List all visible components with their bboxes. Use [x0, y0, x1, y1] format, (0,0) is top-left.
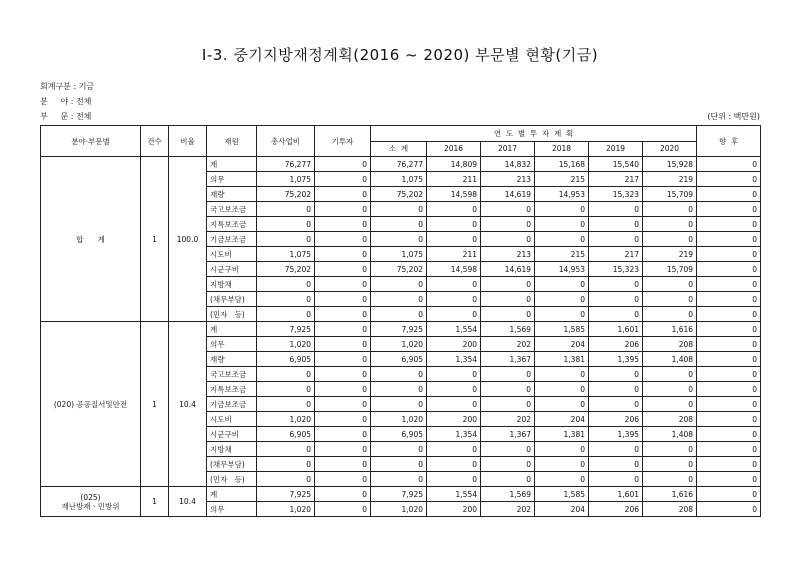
- cell-prior-invest: 0: [315, 217, 371, 232]
- page-title: Ⅰ-3. 중기지방재정계획(2016 ~ 2020) 부문별 현황(기금): [201, 46, 599, 64]
- cell-subtotal: 1,075: [371, 172, 427, 187]
- cell-y2020: 15,928: [643, 157, 697, 172]
- cell-prior-invest: 0: [315, 157, 371, 172]
- cell-y2019: 0: [589, 457, 643, 472]
- cell-future: 0: [697, 442, 761, 457]
- cell-prior-invest: 0: [315, 457, 371, 472]
- cell-subtotal: 6,905: [371, 427, 427, 442]
- table-header: [41, 126, 761, 157]
- cell-prior-invest: 0: [315, 232, 371, 247]
- cell-y2019: 0: [589, 217, 643, 232]
- cell-y2020: 208: [643, 502, 697, 517]
- source-label: 계: [207, 322, 257, 337]
- cell-future: 0: [697, 337, 761, 352]
- cell-y2018: 0: [535, 202, 589, 217]
- source-label: 시군구비: [207, 427, 257, 442]
- group-name: [41, 487, 141, 517]
- cell-total-cost: 0: [257, 232, 315, 247]
- account-type: 회계구분 : 기금: [40, 82, 95, 91]
- cell-y2017: 0: [481, 397, 535, 412]
- cell-y2019: 1,601: [589, 487, 643, 502]
- cell-y2019: 0: [589, 307, 643, 322]
- source-label: 지특보조금: [207, 217, 257, 232]
- cell-subtotal: 1,020: [371, 502, 427, 517]
- group-count: 1: [141, 322, 169, 487]
- group-label: 재난방재ㆍ민방위: [61, 501, 120, 511]
- cell-prior-invest: 0: [315, 277, 371, 292]
- group-name: 합 계: [41, 157, 141, 322]
- cell-subtotal: 0: [371, 217, 427, 232]
- cell-y2020: 1,408: [643, 427, 697, 442]
- cell-y2019: 217: [589, 172, 643, 187]
- cell-y2017: 202: [481, 502, 535, 517]
- cell-y2016: 0: [427, 217, 481, 232]
- cell-future: 0: [697, 277, 761, 292]
- cell-y2020: 219: [643, 172, 697, 187]
- cell-y2019: 206: [589, 502, 643, 517]
- cell-y2016: 211: [427, 172, 481, 187]
- source-label: 국고보조금: [207, 367, 257, 382]
- cell-y2017: 1,569: [481, 487, 535, 502]
- source-label: (채무부담): [207, 457, 257, 472]
- cell-y2017: 0: [481, 277, 535, 292]
- source-label: 시도비: [207, 247, 257, 262]
- cell-prior-invest: 0: [315, 472, 371, 487]
- cell-total-cost: 0: [257, 292, 315, 307]
- header-total-cost: 총사업비: [257, 126, 315, 157]
- cell-y2016: 0: [427, 442, 481, 457]
- cell-y2018: 215: [535, 172, 589, 187]
- source-label: 기금보조금: [207, 232, 257, 247]
- source-label: 지방채: [207, 442, 257, 457]
- cell-y2020: 0: [643, 292, 697, 307]
- cell-y2017: 202: [481, 337, 535, 352]
- cell-y2016: 0: [427, 232, 481, 247]
- cell-subtotal: 6,905: [371, 352, 427, 367]
- cell-y2017: 0: [481, 202, 535, 217]
- header-year-2018: 2018: [535, 141, 589, 157]
- cell-y2017: 202: [481, 412, 535, 427]
- cell-future: 0: [697, 262, 761, 277]
- header-future: 향 후: [697, 126, 761, 157]
- group-ratio: 100.0: [169, 157, 207, 322]
- cell-y2018: 0: [535, 367, 589, 382]
- cell-prior-invest: 0: [315, 367, 371, 382]
- source-label: 기금보조금: [207, 397, 257, 412]
- cell-y2017: 0: [481, 232, 535, 247]
- field-filter: 분 야 : 전체: [40, 97, 92, 106]
- cell-y2019: 206: [589, 337, 643, 352]
- cell-y2016: 0: [427, 457, 481, 472]
- cell-total-cost: 1,075: [257, 172, 315, 187]
- cell-total-cost: 75,202: [257, 187, 315, 202]
- cell-y2017: 0: [481, 292, 535, 307]
- cell-y2018: 0: [535, 232, 589, 247]
- cell-future: 0: [697, 382, 761, 397]
- cell-y2018: 0: [535, 292, 589, 307]
- cell-y2018: 0: [535, 472, 589, 487]
- cell-y2016: 200: [427, 502, 481, 517]
- cell-future: 0: [697, 457, 761, 472]
- cell-y2020: 0: [643, 382, 697, 397]
- cell-y2019: 1,601: [589, 322, 643, 337]
- cell-y2018: 0: [535, 457, 589, 472]
- cell-future: 0: [697, 322, 761, 337]
- cell-subtotal: 75,202: [371, 187, 427, 202]
- cell-future: 0: [697, 412, 761, 427]
- source-label: 의무: [207, 337, 257, 352]
- header-yearly-plan: 연 도 별 투 자 계 획: [371, 126, 697, 142]
- header-source: 재원: [207, 126, 257, 157]
- cell-prior-invest: 0: [315, 382, 371, 397]
- cell-prior-invest: 0: [315, 412, 371, 427]
- cell-y2020: 0: [643, 442, 697, 457]
- cell-y2020: 1,616: [643, 322, 697, 337]
- cell-prior-invest: 0: [315, 322, 371, 337]
- cell-prior-invest: 0: [315, 172, 371, 187]
- cell-total-cost: 0: [257, 277, 315, 292]
- cell-y2017: 0: [481, 307, 535, 322]
- source-label: (채무부담): [207, 292, 257, 307]
- cell-total-cost: 0: [257, 472, 315, 487]
- cell-subtotal: 7,925: [371, 487, 427, 502]
- cell-prior-invest: 0: [315, 502, 371, 517]
- cell-prior-invest: 0: [315, 352, 371, 367]
- cell-future: 0: [697, 307, 761, 322]
- source-label: (민자 등): [207, 307, 257, 322]
- cell-y2019: 0: [589, 277, 643, 292]
- cell-y2018: 0: [535, 307, 589, 322]
- group-ratio: 10.4: [169, 487, 207, 517]
- cell-y2017: 0: [481, 442, 535, 457]
- sector-filter: 부 문 : 전체: [40, 112, 92, 121]
- cell-y2018: 0: [535, 442, 589, 457]
- source-label: 계: [207, 157, 257, 172]
- cell-y2017: 1,367: [481, 427, 535, 442]
- group-count: 1: [141, 487, 169, 517]
- cell-y2019: 0: [589, 367, 643, 382]
- cell-subtotal: 0: [371, 457, 427, 472]
- cell-y2016: 14,598: [427, 262, 481, 277]
- cell-y2018: 204: [535, 337, 589, 352]
- cell-future: 0: [697, 427, 761, 442]
- cell-subtotal: 0: [371, 277, 427, 292]
- cell-total-cost: 0: [257, 307, 315, 322]
- cell-y2017: 0: [481, 472, 535, 487]
- cell-total-cost: 0: [257, 367, 315, 382]
- header-sector: 분야·부문별: [41, 126, 141, 157]
- cell-subtotal: 0: [371, 232, 427, 247]
- cell-total-cost: 7,925: [257, 322, 315, 337]
- table-body: [41, 157, 761, 517]
- group-code: (025): [80, 492, 101, 502]
- cell-y2020: 0: [643, 367, 697, 382]
- group-count: 1: [141, 157, 169, 322]
- header-year-2019: 2019: [589, 141, 643, 157]
- cell-total-cost: 0: [257, 382, 315, 397]
- cell-y2019: 15,540: [589, 157, 643, 172]
- cell-y2016: 1,354: [427, 352, 481, 367]
- cell-total-cost: 1,020: [257, 337, 315, 352]
- cell-y2018: 14,953: [535, 187, 589, 202]
- cell-y2020: 1,408: [643, 352, 697, 367]
- cell-future: 0: [697, 202, 761, 217]
- header-count: 건수: [141, 126, 169, 157]
- cell-y2020: 0: [643, 217, 697, 232]
- cell-y2017: 14,619: [481, 187, 535, 202]
- cell-y2016: 14,809: [427, 157, 481, 172]
- cell-future: 0: [697, 157, 761, 172]
- cell-y2019: 0: [589, 472, 643, 487]
- cell-subtotal: 0: [371, 202, 427, 217]
- cell-y2020: 0: [643, 202, 697, 217]
- cell-y2019: 15,323: [589, 262, 643, 277]
- cell-y2017: 213: [481, 247, 535, 262]
- cell-y2020: 208: [643, 412, 697, 427]
- cell-total-cost: 0: [257, 442, 315, 457]
- cell-y2017: 0: [481, 217, 535, 232]
- cell-y2019: 217: [589, 247, 643, 262]
- header-subtotal: 소 계: [371, 141, 427, 157]
- group-name: (020) 공공질서및안전: [41, 322, 141, 487]
- header-prior-invest: 기투자: [315, 126, 371, 157]
- cell-subtotal: 0: [371, 397, 427, 412]
- source-label: 시도비: [207, 412, 257, 427]
- cell-subtotal: 0: [371, 307, 427, 322]
- cell-y2019: 0: [589, 232, 643, 247]
- cell-y2020: 0: [643, 232, 697, 247]
- cell-prior-invest: 0: [315, 262, 371, 277]
- cell-prior-invest: 0: [315, 397, 371, 412]
- source-label: 재량: [207, 187, 257, 202]
- cell-subtotal: 0: [371, 382, 427, 397]
- cell-y2017: 14,832: [481, 157, 535, 172]
- cell-y2020: 0: [643, 397, 697, 412]
- cell-total-cost: 76,277: [257, 157, 315, 172]
- cell-future: 0: [697, 292, 761, 307]
- cell-y2018: 1,585: [535, 322, 589, 337]
- cell-y2017: 1,367: [481, 352, 535, 367]
- cell-y2016: 0: [427, 307, 481, 322]
- source-label: 의무: [207, 172, 257, 187]
- cell-y2019: 15,323: [589, 187, 643, 202]
- cell-y2020: 0: [643, 277, 697, 292]
- group-ratio: 10.4: [169, 322, 207, 487]
- cell-y2018: 1,381: [535, 352, 589, 367]
- cell-y2016: 1,554: [427, 487, 481, 502]
- header-ratio: 비율: [169, 126, 207, 157]
- cell-y2018: 204: [535, 412, 589, 427]
- cell-y2018: 215: [535, 247, 589, 262]
- cell-future: 0: [697, 172, 761, 187]
- cell-y2016: 0: [427, 397, 481, 412]
- cell-y2019: 0: [589, 292, 643, 307]
- header-year-2020: 2020: [643, 141, 697, 157]
- cell-total-cost: 0: [257, 217, 315, 232]
- cell-future: 0: [697, 502, 761, 517]
- source-label: 지방채: [207, 277, 257, 292]
- cell-y2019: 0: [589, 397, 643, 412]
- header-year-2016: 2016: [427, 141, 481, 157]
- cell-y2019: 1,395: [589, 352, 643, 367]
- cell-y2020: 1,616: [643, 487, 697, 502]
- cell-prior-invest: 0: [315, 442, 371, 457]
- cell-y2016: 1,354: [427, 427, 481, 442]
- cell-future: 0: [697, 352, 761, 367]
- cell-y2017: 14,619: [481, 262, 535, 277]
- cell-future: 0: [697, 187, 761, 202]
- source-label: 국고보조금: [207, 202, 257, 217]
- cell-y2017: 0: [481, 367, 535, 382]
- cell-y2016: 0: [427, 202, 481, 217]
- cell-total-cost: 0: [257, 457, 315, 472]
- cell-y2016: 1,554: [427, 322, 481, 337]
- cell-y2020: 15,709: [643, 262, 697, 277]
- cell-subtotal: 75,202: [371, 262, 427, 277]
- cell-subtotal: 0: [371, 442, 427, 457]
- cell-total-cost: 7,925: [257, 487, 315, 502]
- cell-y2018: 1,585: [535, 487, 589, 502]
- cell-subtotal: 1,020: [371, 412, 427, 427]
- cell-y2019: 206: [589, 412, 643, 427]
- cell-future: 0: [697, 232, 761, 247]
- cell-total-cost: 0: [257, 397, 315, 412]
- cell-total-cost: 1,075: [257, 247, 315, 262]
- cell-subtotal: 76,277: [371, 157, 427, 172]
- cell-prior-invest: 0: [315, 247, 371, 262]
- cell-y2016: 200: [427, 337, 481, 352]
- source-label: 의무: [207, 502, 257, 517]
- unit-label: (단위 : 백만원): [707, 112, 760, 121]
- cell-y2019: 0: [589, 202, 643, 217]
- cell-future: 0: [697, 247, 761, 262]
- cell-y2020: 208: [643, 337, 697, 352]
- cell-subtotal: 0: [371, 367, 427, 382]
- cell-y2018: 15,168: [535, 157, 589, 172]
- cell-y2018: 0: [535, 397, 589, 412]
- cell-y2016: 14,598: [427, 187, 481, 202]
- cell-subtotal: 7,925: [371, 322, 427, 337]
- table-row: [41, 487, 761, 502]
- cell-total-cost: 1,020: [257, 502, 315, 517]
- cell-subtotal: 1,075: [371, 247, 427, 262]
- cell-prior-invest: 0: [315, 292, 371, 307]
- cell-y2020: 0: [643, 307, 697, 322]
- cell-total-cost: 6,905: [257, 427, 315, 442]
- source-label: (민자 등): [207, 472, 257, 487]
- budget-table: [40, 125, 761, 517]
- cell-prior-invest: 0: [315, 307, 371, 322]
- cell-total-cost: 6,905: [257, 352, 315, 367]
- cell-total-cost: 0: [257, 202, 315, 217]
- cell-y2018: 0: [535, 277, 589, 292]
- cell-y2018: 0: [535, 382, 589, 397]
- cell-y2017: 0: [481, 382, 535, 397]
- source-label: 계: [207, 487, 257, 502]
- cell-y2016: 211: [427, 247, 481, 262]
- cell-y2020: 219: [643, 247, 697, 262]
- cell-y2019: 1,395: [589, 427, 643, 442]
- cell-y2020: 15,709: [643, 187, 697, 202]
- cell-future: 0: [697, 397, 761, 412]
- cell-y2016: 0: [427, 367, 481, 382]
- cell-future: 0: [697, 472, 761, 487]
- cell-y2018: 14,953: [535, 262, 589, 277]
- source-label: 재량: [207, 352, 257, 367]
- cell-future: 0: [697, 487, 761, 502]
- cell-y2020: 0: [643, 457, 697, 472]
- cell-y2018: 1,381: [535, 427, 589, 442]
- cell-future: 0: [697, 367, 761, 382]
- cell-prior-invest: 0: [315, 427, 371, 442]
- cell-subtotal: 0: [371, 472, 427, 487]
- cell-total-cost: 1,020: [257, 412, 315, 427]
- cell-y2020: 0: [643, 472, 697, 487]
- table-row: [41, 157, 761, 172]
- header-year-2017: 2017: [481, 141, 535, 157]
- cell-prior-invest: 0: [315, 487, 371, 502]
- cell-future: 0: [697, 217, 761, 232]
- source-label: 지특보조금: [207, 382, 257, 397]
- cell-y2016: 0: [427, 292, 481, 307]
- cell-y2017: 1,569: [481, 322, 535, 337]
- cell-y2016: 0: [427, 277, 481, 292]
- cell-y2016: 200: [427, 412, 481, 427]
- cell-prior-invest: 0: [315, 187, 371, 202]
- cell-y2017: 0: [481, 457, 535, 472]
- table-row: [41, 322, 761, 337]
- cell-y2018: 0: [535, 217, 589, 232]
- cell-prior-invest: 0: [315, 337, 371, 352]
- cell-subtotal: 0: [371, 292, 427, 307]
- cell-y2019: 0: [589, 382, 643, 397]
- cell-y2016: 0: [427, 472, 481, 487]
- cell-y2019: 0: [589, 442, 643, 457]
- cell-prior-invest: 0: [315, 202, 371, 217]
- cell-y2018: 204: [535, 502, 589, 517]
- source-label: 시군구비: [207, 262, 257, 277]
- cell-y2016: 0: [427, 382, 481, 397]
- cell-y2017: 213: [481, 172, 535, 187]
- cell-subtotal: 1,020: [371, 337, 427, 352]
- cell-total-cost: 75,202: [257, 262, 315, 277]
